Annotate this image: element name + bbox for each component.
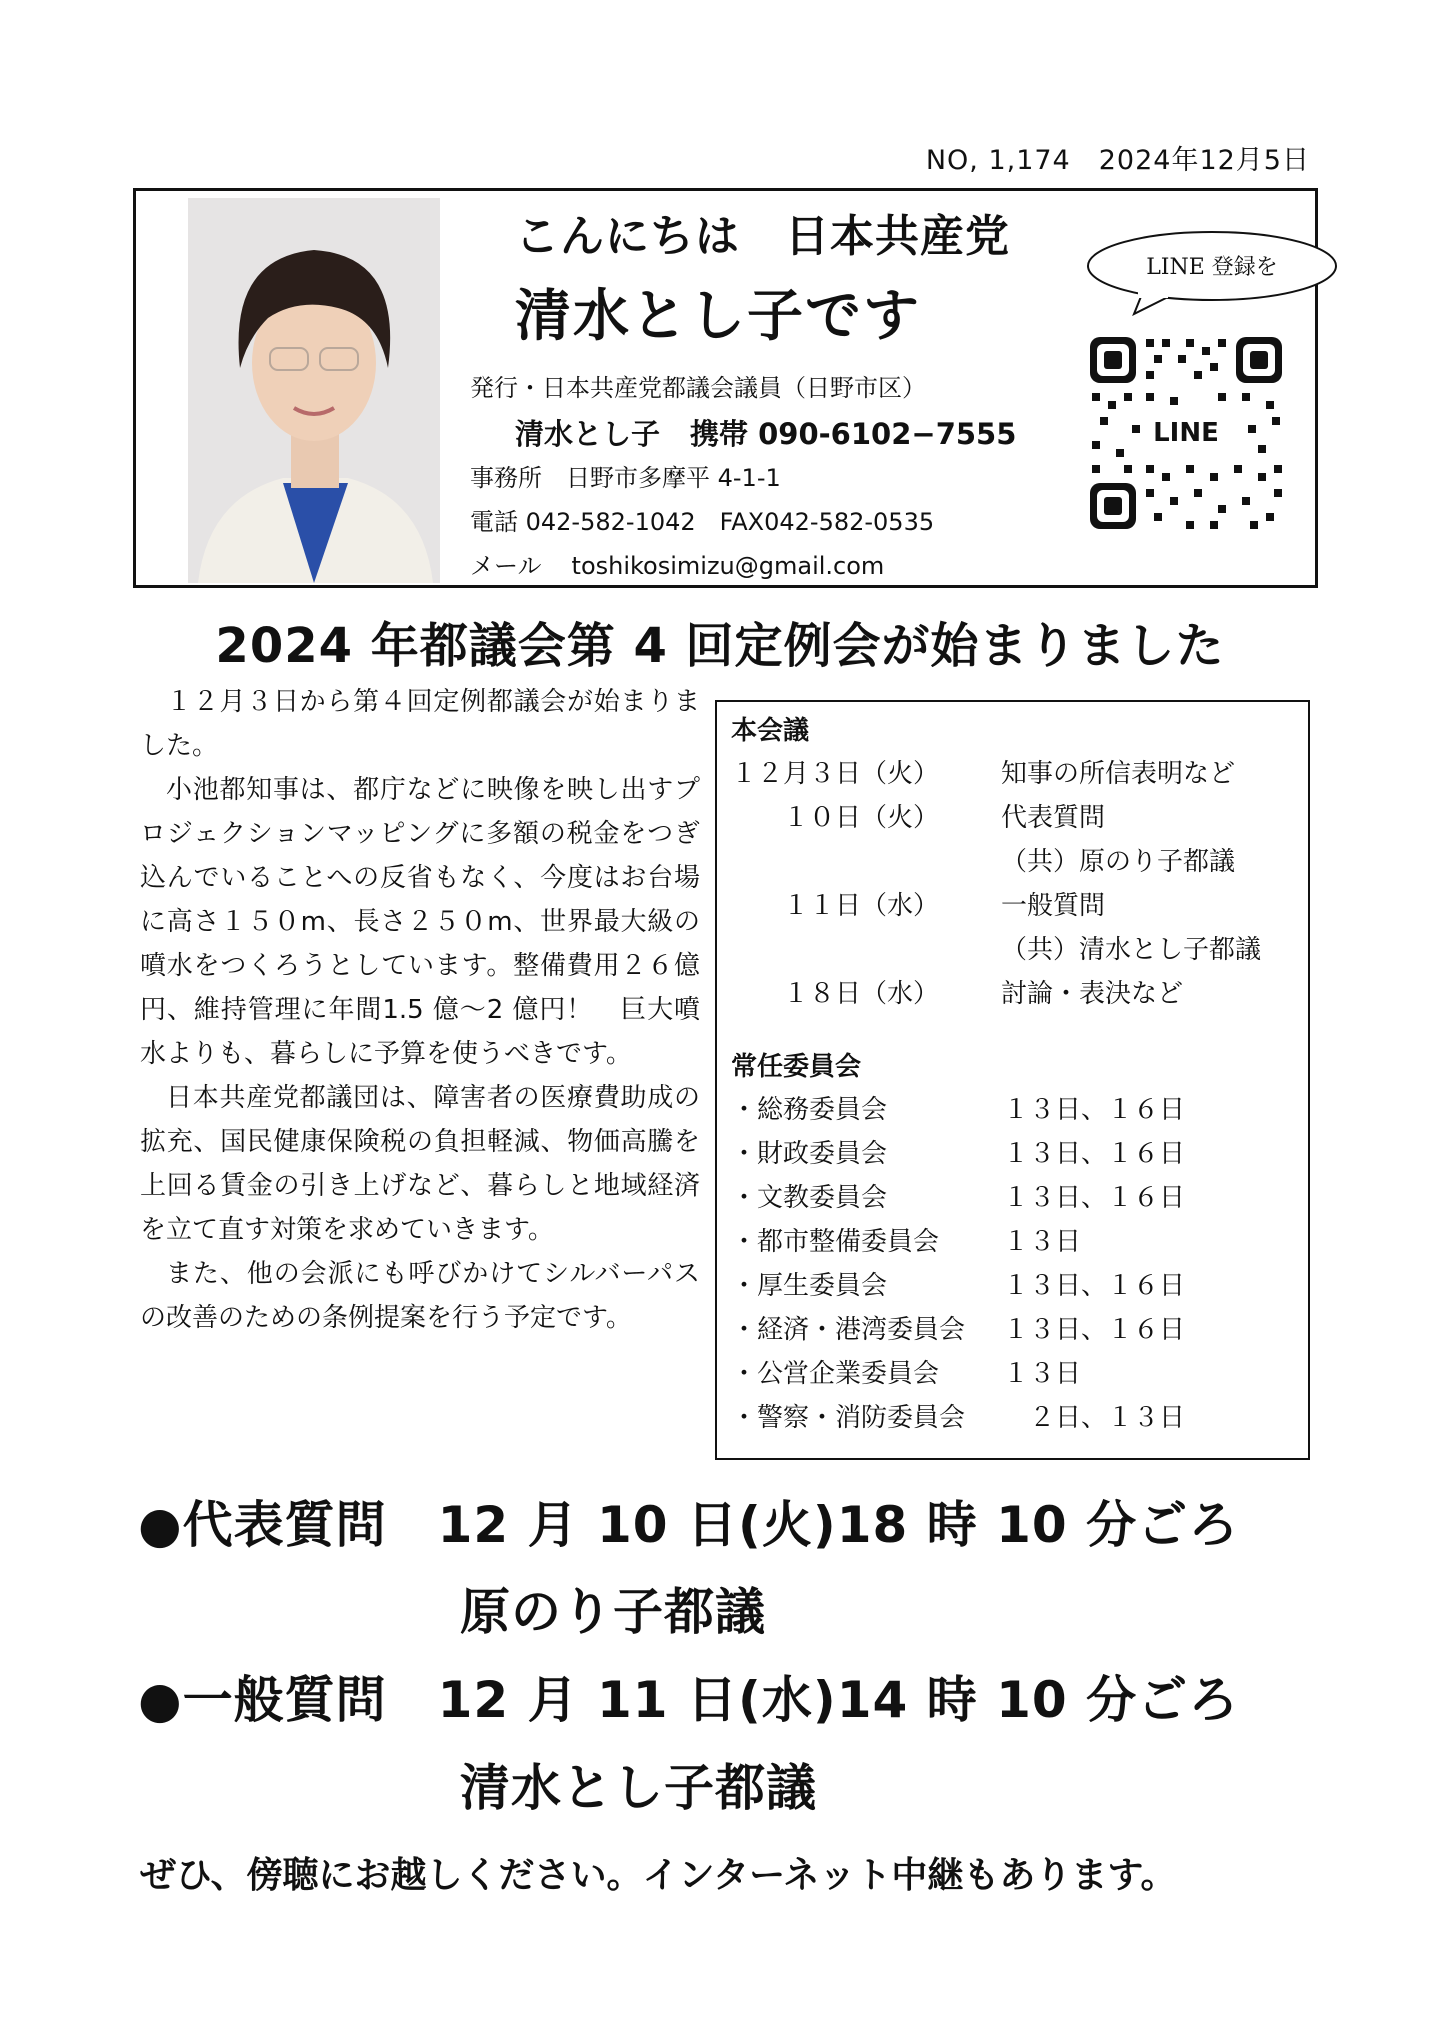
contact-line (515, 412, 1016, 453)
mobile-number: 携帯 090-6102−7555 (690, 417, 1017, 451)
committee-row: ・財政委員会 １３日、１６日 (731, 1139, 1186, 1169)
email-line (470, 546, 884, 581)
line-qr-code[interactable] (1088, 335, 1284, 531)
line-speech-bubble (1082, 228, 1342, 316)
plenary-row: １１日（水） 一般質問 (731, 891, 1106, 921)
committee-heading: 常任委員会 (731, 1052, 862, 1082)
representative-question-speaker: 原のり子都議 (460, 1583, 766, 1641)
main-headline: 2024 年都議会第 4 回定例会が始まりました (215, 618, 1225, 674)
email-label: メール (470, 552, 542, 580)
committee-row: ・経済・港湾委員会 １３日、１６日 (731, 1315, 1186, 1345)
plenary-row: （共）清水とし子都議 (1001, 935, 1262, 965)
plenary-row: １２月３日（火） 知事の所信表明など (731, 759, 1236, 789)
article-body (140, 680, 700, 1340)
qr-line-label: LINE (1153, 418, 1219, 448)
committee-row: ・都市整備委員会 １３日 (731, 1227, 1082, 1257)
committee-row: ・総務委員会 １３日、１６日 (731, 1095, 1186, 1125)
name-heading: 清水とし子です (515, 284, 921, 349)
plenary-row: （共）原のり子都議 (1001, 847, 1236, 877)
phone-fax: 電話 042-582-1042 FAX042-582-0535 (470, 508, 935, 536)
committee-row: ・公営企業委員会 １３日 (731, 1359, 1082, 1389)
committee-row: ・厚生委員会 １３日、１６日 (731, 1271, 1186, 1301)
contact-name: 清水とし子 (515, 417, 661, 451)
greeting-heading: こんにちは 日本共産党 (515, 211, 1010, 262)
email-address: toshikosimizu@gmail.com (571, 552, 885, 580)
plenary-row: １０日（火） 代表質問 (731, 803, 1106, 833)
publisher-line: 発行・日本共産党都議会議員（日野市区） (470, 374, 926, 402)
committee-row: ・警察・消防委員会 ２日、１３日 (731, 1403, 1186, 1433)
plenary-heading: 本会議 (731, 716, 810, 746)
committee-row: ・文教委員会 １３日、１６日 (731, 1183, 1186, 1213)
paragraph: また、他の会派にも呼びかけてシルバーパスの改善のための条例提案を行う予定です。 (140, 1259, 700, 1333)
schedule-box (715, 700, 1310, 1460)
general-question-time: ●一般質問 12 月 11 日(水)14 時 10 分ごろ (138, 1671, 1240, 1729)
general-question-speaker: 清水とし子都議 (460, 1759, 817, 1817)
plenary-row: １８日（水） 討論・表決など (731, 979, 1184, 1009)
portrait-photo (188, 198, 440, 583)
closing-invitation: ぜひ、傍聴にお越しください。インターネット中継もあります。 (140, 1854, 1177, 1896)
paragraph: 小池都知事は、都庁などに映像を映し出すプロジェクションマッピングに多額の税金をつぎ込んでいることへの反省もなく、今度はお台場に高さ１５０m、長さ２５０m、世界最大級の噴水をつくろうとしています。整備費用２６億円、維持管理に年間1.5 億～2 億円！ 巨大噴水よりも、暮らしに予算を使うべきです。 (140, 775, 700, 1069)
issue-number-date: NO, 1,174 2024年12月5日 (925, 145, 1310, 176)
paragraph: 日本共産党都議団は、障害者の医療費助成の拡充、国民健康保険税の負担軽減、物価高騰を上回る賃金の引き上げなど、暮らしと地域経済を立て直す対策を求めていきます。 (140, 1083, 700, 1245)
office-address: 事務所 日野市多摩平 4-1-1 (470, 464, 781, 492)
representative-question-time: ●代表質問 12 月 10 日(火)18 時 10 分ごろ (138, 1496, 1240, 1554)
paragraph: １２月３日から第４回定例都議会が始まりました。 (140, 687, 700, 761)
line-bubble-text: LINE 登録を (1146, 255, 1278, 280)
